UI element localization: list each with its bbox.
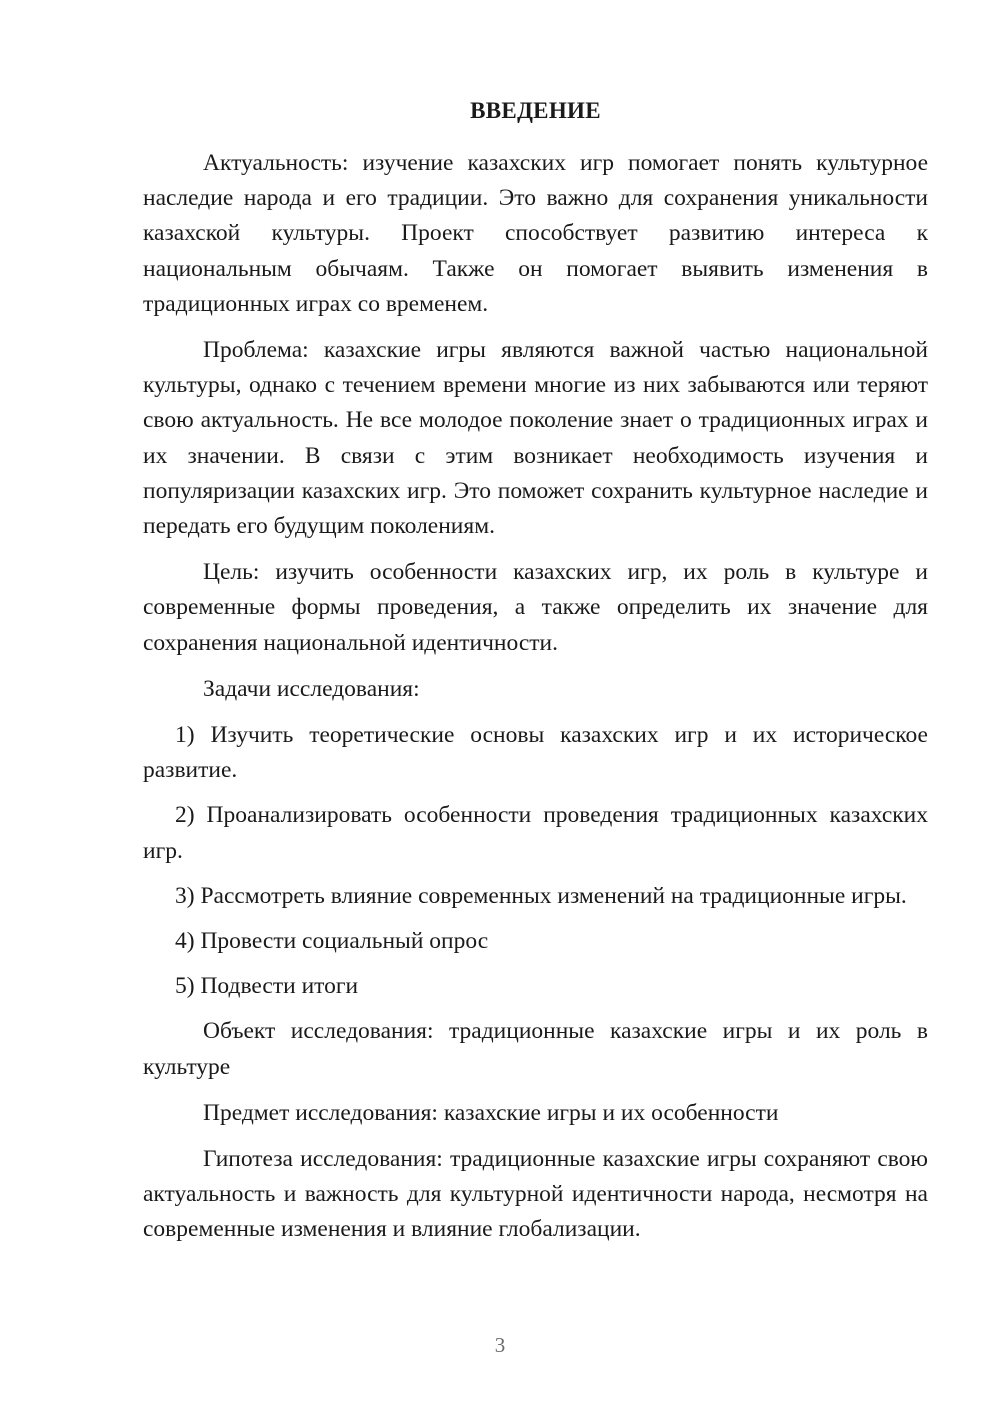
page-number: 3 — [494, 1333, 506, 1357]
page-title: ВВЕДЕНИЕ — [470, 98, 601, 123]
paragraph-relevance: Актуальность: изучение казахских игр помогает понять культурное наследие народа и его традиции. Это важно для сохранения уникальности казахской культуры. Проект способствует развитию интереса к национальным обычаям. Также он помогает выявить изменения в традиционных играх со временем. — [143, 150, 928, 317]
task-item-5: 5) Подвести итоги — [175, 973, 359, 1000]
task-item-2: 2) Проанализировать особенности проведения традиционных казахских игр. — [143, 802, 928, 864]
paragraph-goal: Цель: изучить особенности казахских игр, их роль в культуре и современные формы проведения, а также определить их значение для сохранения национальной идентичности. — [143, 559, 928, 656]
paragraph-hypothesis: Гипотеза исследования: традиционные казахские игры сохраняют свою актуальность и важность для культурной идентичности народа, несмотря на современные изменения и влияние глобализации. — [143, 1146, 928, 1243]
task-item-4: 4) Провести социальный опрос — [175, 928, 489, 955]
paragraph-problem: Проблема: казахские игры являются важной частью национальной культуры, однако с течением времени многие из них забываются или теряют свою актуальность. Не все молодое поколение знает о традиционных играх и их значении. В связи с этим возникает необходимость изучения и популяризации казахских игр. Это поможет сохранить культурное наследие и передать его будущим поколениям. — [143, 337, 928, 540]
task-item-1: 1) Изучить теоретические основы казахских игр и их историческое развитие. — [143, 722, 928, 784]
tasks-title: Задачи исследования: — [203, 675, 420, 702]
paragraph-subject: Предмет исследования: казахские игры и их особенности — [203, 1099, 779, 1126]
document-page — [143, 96, 928, 1248]
paragraph-object: Объект исследования: традиционные казахские игры и их роль в культуре — [143, 1018, 928, 1080]
task-item-3: 3) Рассмотреть влияние современных изменений на традиционные игры. — [175, 882, 907, 909]
